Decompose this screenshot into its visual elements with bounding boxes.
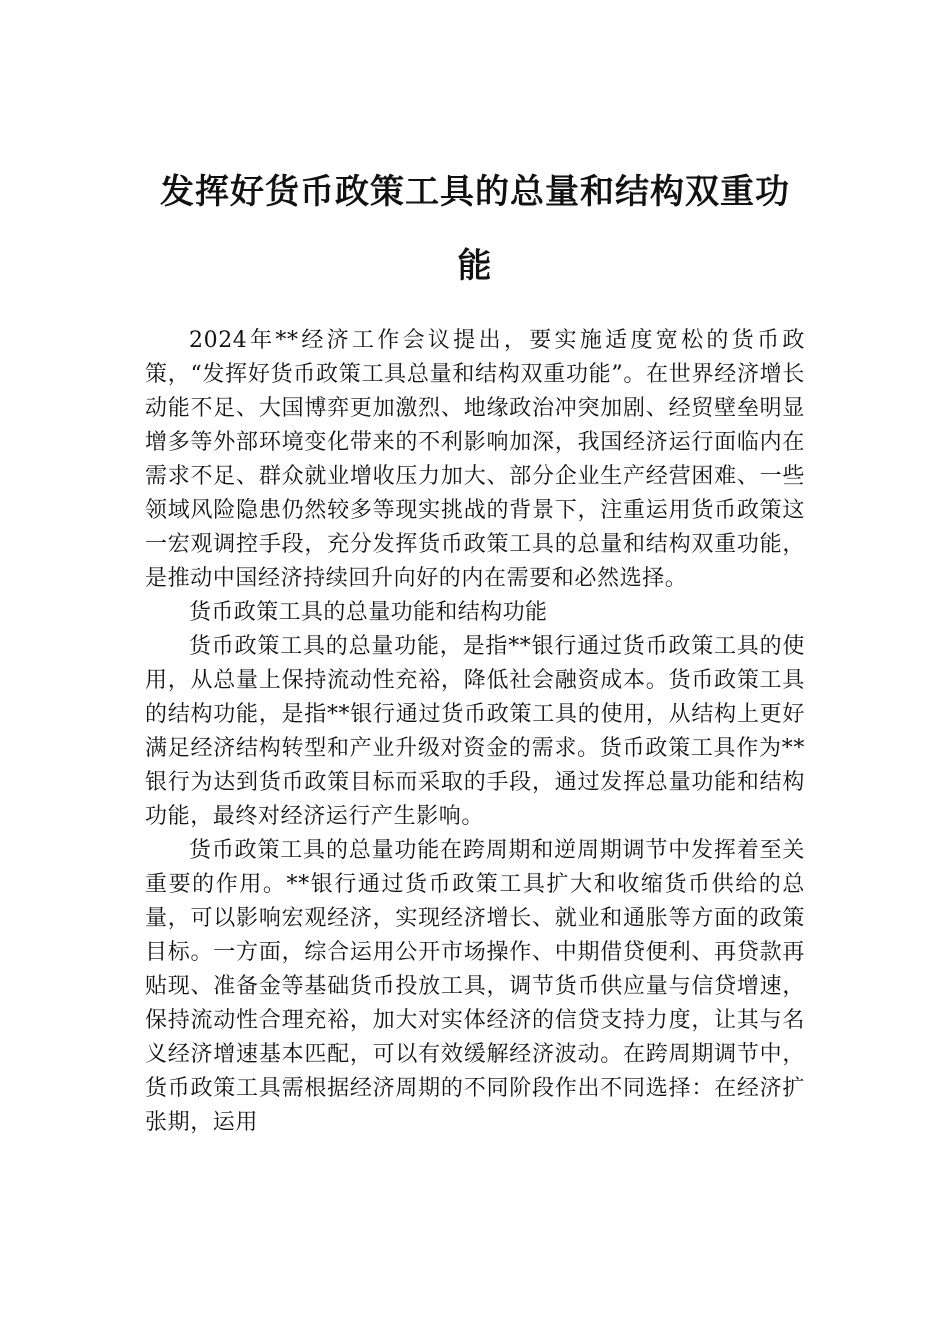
document-body (145, 324, 805, 1140)
document-title: 发挥好货币政策工具的总量和结构双重功能 (160, 172, 790, 286)
intro-paragraph: 2024年**经济工作会议提出，要实施适度宽松的货币政策，“发挥好货币政策工具总量和结构双重功能”。在世界经济增长动能不足、大国博弈更加激烈、地缘政治冲突加剧、经贸壁垒明显增多等外部环境变化带来的不利影响加深，我国经济运行面临内在需求不足、群众就业增收压力加大、部分企业生产经营困难、一些领域风险隐患仍然较多等现实挑战的背景下，注重运用货币政策这一宏观调控手段，充分发挥货币政策工具的总量和结构双重功能，是推动中国经济持续回升向好的内在需要和必然选择。 (145, 328, 805, 591)
section-heading: 货币政策工具的总量功能和结构功能 (189, 600, 548, 625)
section-paragraph-1: 货币政策工具的总量功能，是指**银行通过货币政策工具的使用，从总量上保持流动性充裕，降低社会融资成本。货币政策工具的结构功能，是指**银行通过货币政策工具的使用，从结构上更好满足经济结构转型和产业升级对资金的需求。货币政策工具作为**银行为达到货币政策目标而采取的手段，通过发挥总量功能和结构功能，最终对经济运行产生影响。 (145, 634, 805, 829)
section-paragraph-2: 货币政策工具的总量功能在跨周期和逆周期调节中发挥着至关重要的作用。**银行通过货币政策工具扩大和收缩货币供给的总量，可以影响宏观经济，实现经济增长、就业和通胀等方面的政策目标。一方面，综合运用公开市场操作、中期借贷便利、再贷款再贴现、准备金等基础货币投放工具，调节货币供应量与信贷增速，保持流动性合理充裕，加大对实体经济的信贷支持力度，让其与名义经济增速基本匹配，可以有效缓解经济波动。在跨周期调节中，货币政策工具需根据经济周期的不同阶段作出不同选择：在经济扩张期，运用 (145, 838, 805, 1135)
